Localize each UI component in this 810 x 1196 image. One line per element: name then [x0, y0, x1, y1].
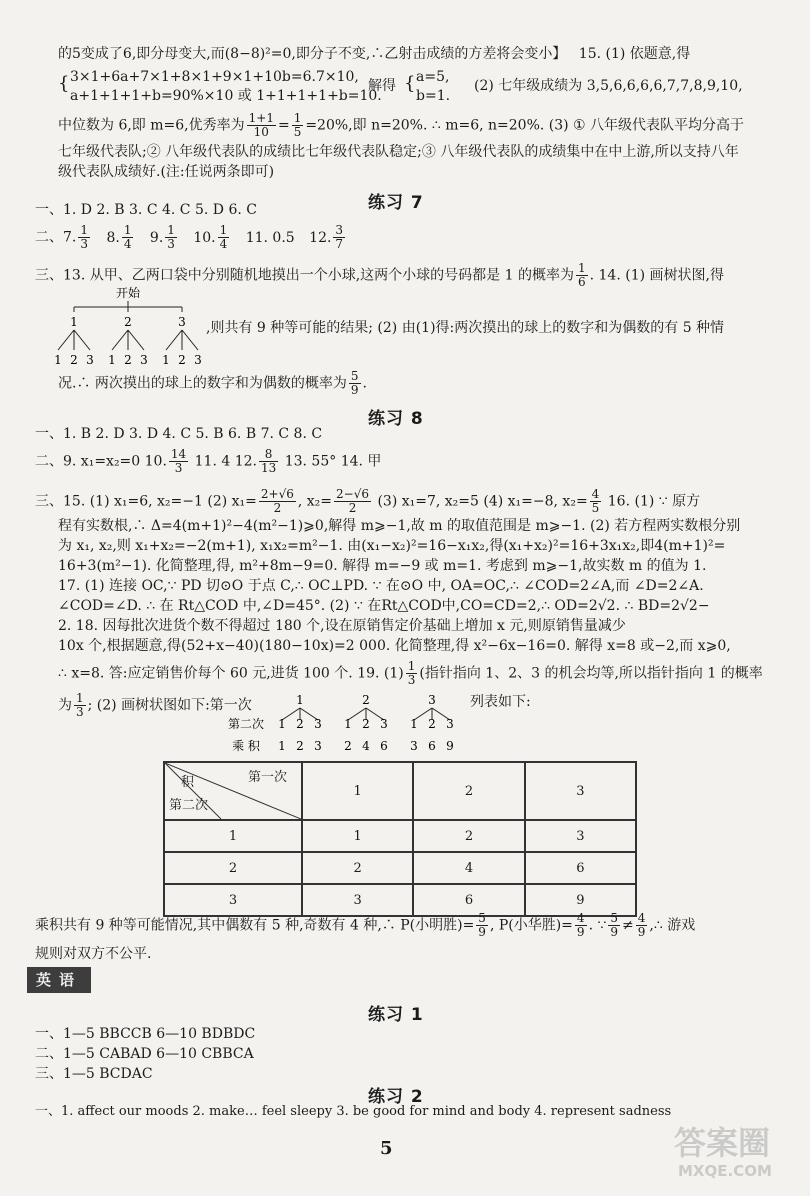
page-number: 5: [380, 1138, 393, 1159]
fraction: $\frac{4}{9}$: [637, 911, 646, 939]
text-line: 中位数为 6,即 m=6,优秀率为 $\frac{1+1}{10}$ = $\frac{1}{5}$ =20%,即 n=20%. ∴ m=6, n=20%. (3) ① 八年级代表队平均分高于: [58, 111, 745, 139]
product-value: 3: [410, 739, 418, 753]
text-line: 规则对双方不公平.: [35, 946, 152, 962]
subject-badge: 英语: [27, 967, 91, 993]
answer-row: 一、1—5 BBCCB 6—10 BDBDC: [35, 1026, 256, 1042]
table-cell: 2: [413, 820, 524, 852]
fraction: $\frac{5}{9}$: [350, 369, 359, 397]
text-line: 三、15. (1) x₁=6, x₂=−1 (2) x₁= $\frac{2+√6}{2}$ , x₂= $\frac{2-√6}{2}$ (3) x₁=7, x₂=5 (4) x₁=−8, x₂= $\frac{4}{5}$ 16. (1) ∵ 原方: [35, 487, 701, 515]
table-col-header: 3: [525, 762, 636, 820]
section-title: 练习 2: [368, 1087, 424, 1107]
table-col-header: 2: [413, 762, 524, 820]
text-line: 16+3(m²−1). 化简整理,得, m²+8m−9=0. 解得 m=−9 或 m=1. 考虑到 m⩾−1,故实数 m 的值为 1.: [58, 558, 707, 574]
table-row-header: 2: [164, 852, 302, 884]
fraction: $\frac{1}{4}$: [123, 223, 132, 251]
brace: {: [58, 73, 70, 94]
fraction: $\frac{4}{9}$: [576, 911, 585, 939]
answer-row: 三、1—5 BCDAC: [35, 1066, 153, 1082]
text-line: 为 $\frac{1}{3}$ ; (2) 画树状图如下:第一次: [58, 691, 252, 719]
tree-leaf: 3: [446, 717, 454, 731]
watermark-url: MXQE.COM: [678, 1162, 772, 1180]
answer-row: 一、1. D 2. B 3. C 4. C 5. D 6. C: [35, 202, 257, 218]
tree-node: 2: [362, 693, 370, 707]
col-header-label: 第一次: [247, 770, 287, 785]
corner-label: 积: [181, 775, 195, 790]
table-row: [164, 820, 636, 852]
table-cell: 2: [302, 852, 413, 884]
fraction: $\frac{5}{9}$: [610, 911, 619, 939]
product-value: 2: [344, 739, 352, 753]
table-cell: 6: [413, 884, 524, 916]
table-row-header: 3: [164, 884, 302, 916]
fraction: $\frac{5}{9}$: [478, 911, 486, 939]
text-line: 况.∴ 两次摸出的球上的数字和为偶数的概率为 $\frac{5}{9}$ .: [58, 369, 367, 397]
fraction: $\frac{1}{3}$: [167, 223, 175, 251]
tree-root: 开始: [115, 286, 141, 300]
fraction: $\frac{1}{3}$: [80, 223, 88, 251]
text-line: 七年级代表队;② 八年级代表队的成绩比七年级代表队稳定;③ 八年级代表队的成绩集中在中上游,所以支持八年: [58, 144, 739, 160]
table-col-header: 1: [302, 762, 413, 820]
text-line: 2. 18. 因每批次进货个数不得超过 180 个,设在原销售定价基础上增加 x 元,则原销售量减少: [58, 618, 626, 634]
product-value: 2: [296, 739, 304, 753]
brace: {: [404, 73, 416, 94]
tree-leaf: 1: [278, 717, 286, 731]
text-line: 程有实数根,∴ Δ=4(m+1)²−4(m²−1)⩾0,解得 m⩾−1,故 m 的取值范围是 m⩾−1. (2) 若方程两实数根分别: [58, 518, 741, 534]
tree-leaf: 2: [296, 717, 304, 731]
product-value: 3: [314, 739, 322, 753]
fraction: $\frac{2-√6}{2}$: [336, 487, 369, 515]
table-row-header: 1: [164, 820, 302, 852]
table-row: [164, 852, 636, 884]
answer-row: 二、7. $\frac{1}{3}$ 8. $\frac{1}{4}$ 9. $\frac{1}{3}$ 10. $\frac{1}{4}$ 11. 0.5 12. $\frac{3}{7}$: [35, 223, 344, 251]
tree-node: 1: [70, 315, 78, 329]
product-value: 9: [446, 739, 454, 753]
table-cell: 1: [302, 820, 413, 852]
product-value: 6: [428, 739, 436, 753]
text-line: 列表如下:: [470, 694, 531, 710]
fraction: $\frac{1}{5}$: [293, 111, 302, 139]
tree-node: 3: [178, 315, 186, 329]
tree-leaf: 2: [70, 353, 78, 367]
tree-leaf: 2: [362, 717, 370, 731]
fraction: $\frac{1}{6}$: [577, 261, 586, 289]
answer-row: 二、9. x₁=x₂=0 10. $\frac{14}{3}$ 11. 4 12. $\frac{8}{13}$ 13. 55° 14. 甲: [35, 447, 382, 475]
watermark: [668, 1118, 796, 1188]
tree-leaf: 3: [314, 717, 322, 731]
text-line: 乘积共有 9 种等可能情况,其中偶数有 5 种,奇数有 4 种,∴ P(小明胜)= $\frac{5}{9}$ , P(小华胜)= $\frac{4}{9}$ . ∵ $\frac{5}{9}$ ≠ $\frac{4}{9}$ ,∴ 游戏: [35, 911, 696, 939]
watermark-logo: 答案圈: [674, 1124, 771, 1162]
text-line: ∠COD=∠D. ∴ 在 Rt△COD 中,∠D=45°. (2) ∵ 在Rt△COD中,CO=CD=2,∴ OD=2√2. ∴ BD=2√2−: [58, 598, 710, 614]
table-cell: 3: [525, 820, 636, 852]
tree-leaf: 3: [86, 353, 94, 367]
section-title: 练习 7: [368, 193, 424, 213]
fraction: $\frac{2+√6}{2}$: [260, 487, 294, 515]
table-cell: 3: [302, 884, 413, 916]
tree-leaf: 3: [140, 353, 148, 367]
solution-b: b=1.: [416, 88, 451, 104]
solution-a: a=5,: [416, 69, 450, 85]
product-value: 6: [380, 739, 388, 753]
table-cell: 4: [413, 852, 524, 884]
solve-label: 解得: [368, 78, 396, 94]
fraction: $\frac{3}{7}$: [335, 223, 344, 251]
fraction: $\frac{1}{3}$: [76, 691, 84, 719]
tree-leaf: 1: [54, 353, 62, 367]
tree-leaf: 3: [194, 353, 202, 367]
text-line: ,则共有 9 种等可能的结果; (2) 由(1)得:两次摸出的球上的数字和为偶数的有 5 种情: [206, 320, 725, 336]
tree-leaf: 1: [162, 353, 170, 367]
text-line: 10x 个,根据题意,得(52+x−40)(180−10x)=2 000. 化简整理,得 x²−6x−16=0. 解得 x=8 或−2,而 x⩾0,: [58, 638, 731, 654]
product-label: 乘 积: [232, 739, 260, 753]
product-table: [163, 761, 637, 917]
tree-node: 2: [124, 315, 132, 329]
tree-leaf: 1: [108, 353, 116, 367]
fraction: $\frac{1}{3}$: [407, 659, 416, 687]
text-line: 三、13. 从甲、乙两口袋中分别随机地摸出一个小球,这两个小球的号码都是 1 的概率为 $\frac{1}{6}$ . 14. (1) 画树状图,得: [35, 261, 724, 289]
product-value: 1: [278, 739, 286, 753]
tree-leaf: 2: [124, 353, 132, 367]
equation-1: 3×1+6a+7×1+8×1+9×1+10b=6.7×10,: [70, 69, 359, 85]
tree-diagram: [226, 690, 470, 756]
section-title: 练习 1: [368, 1005, 424, 1025]
tree-leaf: 1: [410, 717, 418, 731]
tree-leaf: 1: [344, 717, 352, 731]
text-line: 级代表队成绩好.(注:任说两条即可): [58, 164, 275, 180]
fraction: $\frac{8}{13}$: [260, 447, 277, 475]
tree-leaf: 3: [380, 717, 388, 731]
tree-node: 1: [296, 693, 304, 707]
fraction: $\frac{14}{3}$: [170, 447, 187, 475]
text-line: 的5变成了6,即分母变大,而(8−8)²=0,即分子不变,∴乙射击成绩的方差将会变小】 15. (1) 依题意,得: [58, 46, 691, 62]
fraction: $\frac{4}{5}$: [591, 487, 600, 515]
tree-diagram: [52, 284, 204, 368]
answer-row: 一、1. B 2. D 3. D 4. C 5. B 6. B 7. C 8. C: [35, 426, 323, 442]
section-title: 练习 8: [368, 409, 424, 429]
text-line: 为 x₁, x₂,则 x₁+x₂=−2(m+1), x₁x₂=m²−1. 由(x₁−x₂)²=16−x₁x₂,得(x₁+x₂)²=16+3x₁x₂,即4(m+1)²=: [58, 538, 726, 554]
product-value: 4: [362, 739, 370, 753]
answer-row: 一、1. affect our moods 2. make… feel sleepy 3. be good for mind and body 4. represent sadness: [35, 1104, 672, 1119]
text-line: 17. (1) 连接 OC,∵ PD 切⊙O 于点 C,∴ OC⊥PD. ∵ 在⊙O 中, OA=OC,∴ ∠COD=2∠A,而 ∠D=2∠A.: [58, 578, 704, 594]
equation-2: a+1+1+1+b=90%×10 或 1+1+1+1+b=10.: [70, 88, 382, 104]
tree-leaf: 2: [178, 353, 186, 367]
table-header-corner: [164, 762, 302, 820]
answer-row: 二、1—5 CABAD 6—10 CBBCA: [35, 1046, 254, 1062]
tree-label: 第二次: [227, 717, 265, 731]
fraction: $\frac{1+1}{10}$: [248, 111, 274, 139]
text-line: ∴ x=8. 答:应定销售价每个 60 元,进货 100 个. 19. (1) $\frac{1}{3}$ (指针指向 1、2、3 的机会均等,所以指针指向 1 的概率: [58, 659, 763, 687]
table-cell: 9: [525, 884, 636, 916]
tree-leaf: 2: [428, 717, 436, 731]
row-header-label: 第二次: [169, 798, 209, 813]
text-line: (2) 七年级成绩为 3,5,6,6,6,6,7,7,8,9,10,: [474, 78, 743, 94]
tree-node: 3: [428, 693, 436, 707]
table-cell: 6: [525, 852, 636, 884]
fraction: $\frac{1}{4}$: [219, 223, 228, 251]
